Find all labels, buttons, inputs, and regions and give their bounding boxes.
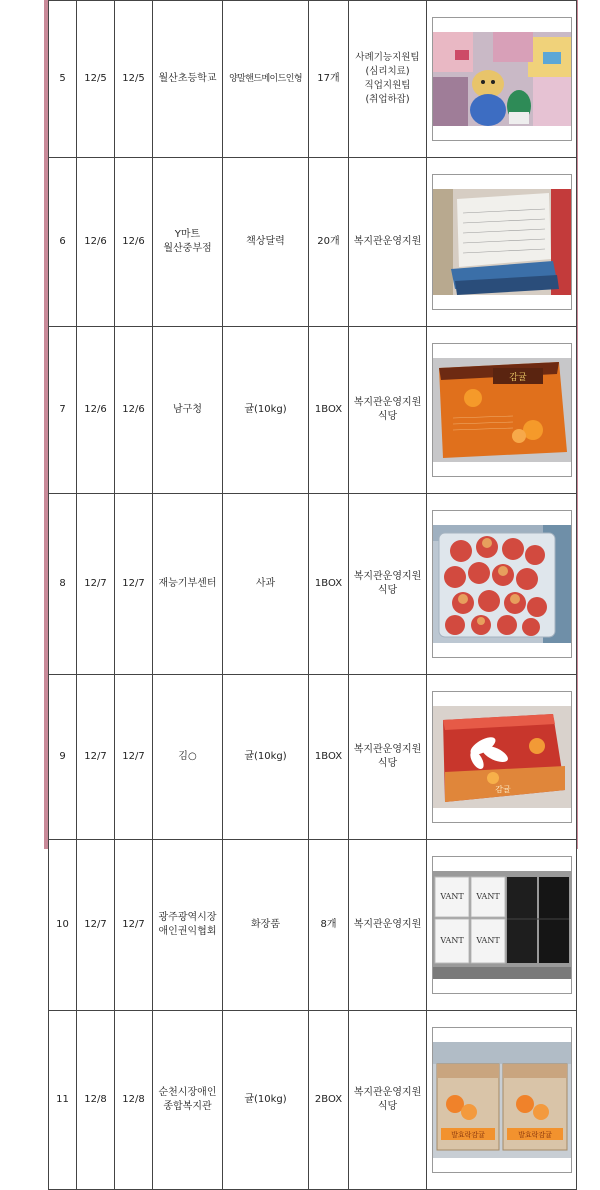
table-row: [49, 494, 577, 675]
photo-apples: [432, 510, 572, 658]
quantity: 1BOX: [309, 675, 349, 840]
distributed-date: 12/7: [115, 675, 153, 840]
received-date: 12/7: [77, 840, 115, 1011]
quantity: 1BOX: [309, 494, 349, 675]
item-name: 사과: [223, 494, 309, 675]
cosmetic-brand-1: VANT: [439, 892, 464, 901]
item-name: 책상달력: [223, 158, 309, 327]
usage: 복지관운영지원: [349, 840, 427, 1011]
cosmetic-brand-4: VANT: [475, 936, 500, 945]
row-number: 9: [49, 675, 77, 840]
donor-name: 광주광역시장 애인권익협회: [153, 840, 223, 1011]
distributed-date: 12/8: [115, 1011, 153, 1190]
distributed-date: 12/7: [115, 494, 153, 675]
table-row: [49, 327, 577, 494]
table-row: [49, 1, 577, 158]
cosmetic-brand-3: VANT: [439, 936, 464, 945]
received-date: 12/5: [77, 1, 115, 158]
usage: 사례기능지원팀 (심리치료) 직업지원팀 (취업하잡): [349, 1, 427, 158]
gift-box-label: 감귤: [494, 785, 511, 794]
donor-name: Y마트 월산중부점: [153, 158, 223, 327]
donation-table: [48, 0, 577, 1190]
photo-desk-calendars: [432, 174, 572, 310]
row-number: 6: [49, 158, 77, 327]
quantity: 17개: [309, 1, 349, 158]
usage: 복지관운영지원: [349, 158, 427, 327]
item-name: 귤(10kg): [223, 675, 309, 840]
row-number: 5: [49, 1, 77, 158]
distributed-date: 12/6: [115, 158, 153, 327]
item-name: 화장품: [223, 840, 309, 1011]
donor-name: 남구청: [153, 327, 223, 494]
distributed-date: 12/5: [115, 1, 153, 158]
boxes-label-1: 발효락감귤: [450, 1131, 485, 1139]
table-row: [49, 158, 577, 327]
quantity: 20개: [309, 158, 349, 327]
photo-cosmetics: [432, 856, 572, 994]
received-date: 12/7: [77, 494, 115, 675]
table-row: [49, 675, 577, 840]
item-name: 귤(10kg): [223, 327, 309, 494]
usage: 복지관운영지원 식당: [349, 1011, 427, 1190]
row-number: 8: [49, 494, 77, 675]
table-row: [49, 840, 577, 1011]
photo-tangerine-box: [432, 343, 572, 477]
donor-name: 순천시장애인 종합복지관: [153, 1011, 223, 1190]
received-date: 12/6: [77, 158, 115, 327]
quantity: 1BOX: [309, 327, 349, 494]
received-date: 12/6: [77, 327, 115, 494]
photo-tangerine-boxes: [432, 1027, 572, 1173]
usage: 복지관운영지원 식당: [349, 327, 427, 494]
quantity: 8개: [309, 840, 349, 1011]
photo-gift-box: [432, 691, 572, 823]
donor-name: 재능기부센터: [153, 494, 223, 675]
item-name: 귤(10kg): [223, 1011, 309, 1190]
boxes-label-2: 발효락감귤: [517, 1131, 552, 1139]
row-number: 11: [49, 1011, 77, 1190]
tangerine-box-label: 감귤: [508, 373, 527, 383]
cosmetic-brand-2: VANT: [475, 892, 500, 901]
usage: 복지관운영지원 식당: [349, 494, 427, 675]
item-name: 양말핸드메이드인형: [223, 1, 309, 158]
table-row: [49, 1011, 577, 1190]
quantity: 2BOX: [309, 1011, 349, 1190]
photo-handmade-dolls: [432, 17, 572, 141]
donor-name: 월산초등학교: [153, 1, 223, 158]
received-date: 12/8: [77, 1011, 115, 1190]
donor-name: 김○: [153, 675, 223, 840]
received-date: 12/7: [77, 675, 115, 840]
usage: 복지관운영지원 식당: [349, 675, 427, 840]
row-number: 10: [49, 840, 77, 1011]
distributed-date: 12/7: [115, 840, 153, 1011]
distributed-date: 12/6: [115, 327, 153, 494]
row-number: 7: [49, 327, 77, 494]
